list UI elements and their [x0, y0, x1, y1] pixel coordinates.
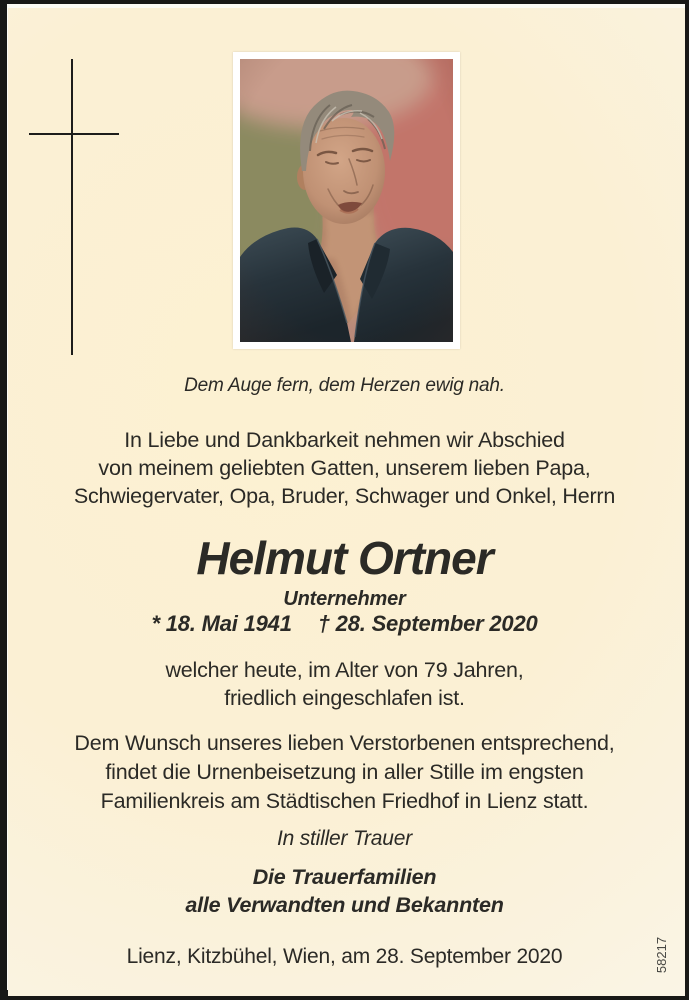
mourning-intro: In stiller Trauer [276, 827, 413, 850]
funeral-line: Familienkreis am Städtischen Friedhof in Lienz statt. [100, 789, 589, 813]
life-dates [0, 611, 689, 637]
intro-line: Schwiegervater, Opa, Bruder, Schwager und Onkel, Herrn [73, 484, 616, 508]
funeral-line: Dem Wunsch unseres lieben Verstorbenen entsprechend, [74, 731, 615, 755]
funeral-paragraph [0, 729, 689, 816]
notice-reference-number: 58217 [654, 936, 669, 974]
intro-line: von meinem geliebten Gatten, unserem lieben Papa, [98, 456, 591, 480]
deceased-profession: Unternehmer [283, 588, 406, 610]
cross-horizontal-bar [29, 133, 119, 135]
cross-vertical-bar [71, 59, 73, 355]
passing-paragraph [0, 656, 689, 712]
intro-paragraph [0, 426, 689, 510]
death-date: † 28. September 2020 [317, 611, 538, 636]
deceased-name: Helmut Ortner [196, 532, 493, 584]
funeral-line: findet die Urnenbeisetzung in aller Stille im engsten [105, 760, 584, 784]
passing-line: welcher heute, im Alter von 79 Jahren, [165, 658, 524, 682]
mourners-line: alle Verwandten und Bekannten [185, 893, 504, 917]
epitaph-quote: Dem Auge fern, dem Herzen ewig nah. [184, 375, 505, 396]
portrait-illustration [240, 59, 453, 342]
portrait-photo [233, 52, 460, 349]
intro-line: In Liebe und Dankbarkeit nehmen wir Abschied [124, 428, 565, 452]
passing-line: friedlich eingeschlafen ist. [224, 686, 465, 710]
mourners-block [0, 863, 689, 919]
mourners-line: Die Trauerfamilien [252, 865, 437, 889]
place-and-date: Lienz, Kitzbühel, Wien, am 28. September 2020 [126, 945, 563, 968]
birth-date: * 18. Mai 1941 [151, 611, 292, 636]
